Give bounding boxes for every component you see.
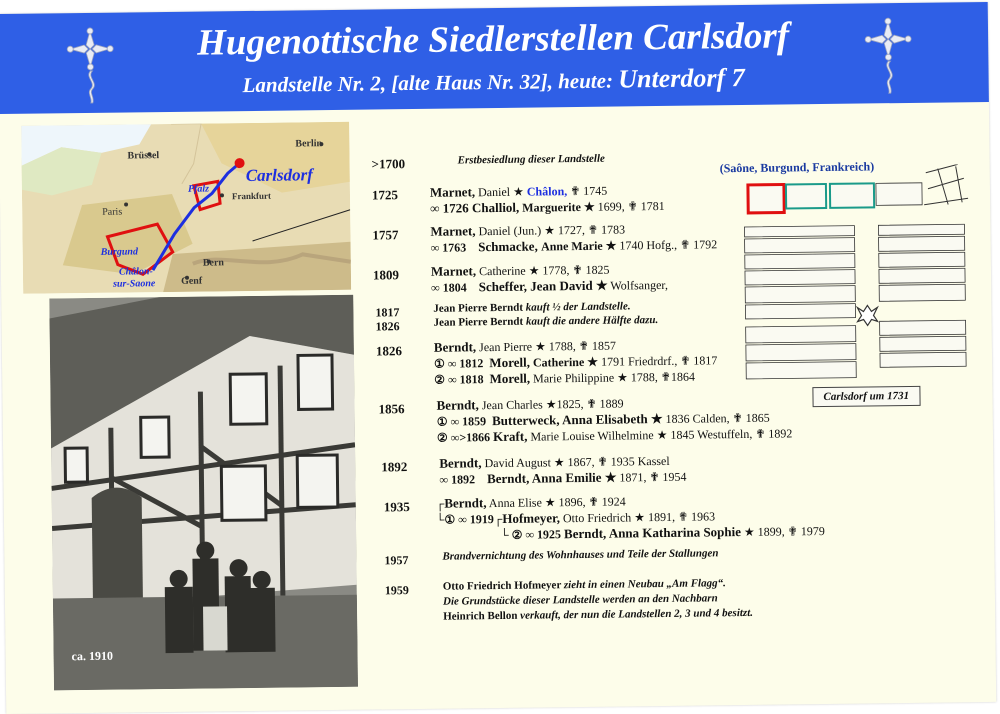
- year-1809: 1809: [372, 267, 400, 283]
- entry-1959-line-1: Otto Friedrich Hofmeyer zieht in einen Neubau „Am Flagg“.: [442, 577, 726, 593]
- map-label-sur-saone: sur-Saone: [113, 278, 156, 290]
- year-1757: 1757: [372, 227, 399, 243]
- map-label-berlin: Berlin: [295, 138, 323, 150]
- map-label-chalon: Châlon-: [118, 266, 153, 278]
- map-label-carlsdorf: Carlsdorf: [245, 165, 313, 186]
- entry-1957: Brandvernichtung des Wohnhauses und Teile der Stallungen: [442, 547, 719, 563]
- poster-card: [0, 2, 996, 714]
- year-1817: 1817: [375, 305, 400, 320]
- page-subtitle: [0, 60, 989, 102]
- entry-1725-owner: Marnet, Daniel ★ Châlon, ✟ 1745: [429, 183, 608, 200]
- entry-1817: Jean Pierre Berndt kauft ½ der Landstelle.: [433, 300, 631, 315]
- entry-1935-spouse-2: └ ② ∞ 1925 Berndt, Anna Katharina Sophie ★ 1899, ✟ 1979: [500, 524, 825, 542]
- entry-1826-owner: Berndt, Jean Pierre ★ 1788, ✟ 1857: [433, 338, 616, 355]
- entry-1725-spouse: ∞ 1726 Challiol, Marguerite ★ 1699, ✟ 1781: [430, 198, 665, 216]
- entry-1856-spouse-2: ② ∞>1866 Kraft, Marie Louise Wilhelmine ★ 1845 Westuffeln, ✟ 1892: [436, 426, 793, 445]
- entry-1959-line-3: Heinrich Bellon verkauft, der nun die Landstellen 2, 3 und 4 besitzt.: [443, 606, 754, 623]
- year-1700: >1700: [371, 156, 406, 172]
- map-label-paris: Paris: [102, 206, 123, 218]
- map-label-burgund: Burgund: [100, 246, 138, 258]
- entry-1856-spouse-1: ① ∞ 1859 Butterweck, Anna Elisabeth ★ 1836 Calden, ✟ 1865: [436, 410, 770, 429]
- entry-1856-owner: Berndt, Jean Charles ★1825, ✟ 1889: [436, 396, 624, 413]
- year-1892: 1892: [381, 459, 408, 475]
- entry-1826-spouse-2: ② ∞ 1818 Morell, Marie Philippine ★ 1788, ✟1864: [434, 369, 696, 387]
- year-1725: 1725: [371, 187, 399, 203]
- year-1856: 1856: [378, 401, 405, 417]
- entry-1809-owner: Marnet, Catherine ★ 1778, ✟ 1825: [430, 262, 610, 279]
- map-label-genf: Genf: [180, 275, 203, 287]
- page-title: Hugenottische Siedlerstellen Carlsdorf: [196, 15, 790, 64]
- entry-1809-spouse: ∞ 1804 Scheffer, Jean David ★ Wolfsanger,: [431, 277, 668, 295]
- map-label-bern: Bern: [202, 257, 224, 269]
- entry-1826-sale: Jean Pierre Berndt kauft die andere Hälfte dazu.: [433, 314, 659, 329]
- year-1826: 1826: [375, 343, 402, 359]
- year-1935: 1935: [383, 499, 410, 515]
- map-label-bruessel: Brüssel: [127, 150, 160, 162]
- year-1957: 1957: [384, 553, 409, 568]
- cross-icon: [857, 305, 877, 325]
- entry-1700: Erstbesiedlung dieser Landstelle: [457, 152, 605, 167]
- entry-1757-owner: Marnet, Daniel (Jun.) ★ 1727, ✟ 1783: [430, 222, 626, 239]
- plan-header: (Saône, Burgund, Frankreich): [719, 159, 875, 176]
- map-label-pfalz: Pfalz: [187, 183, 210, 195]
- photo-caption: ca. 1910: [71, 648, 114, 664]
- subtitle-prefix: Landstelle Nr. 2, [alte Haus Nr. 32], heute:: [242, 68, 619, 98]
- year-1826-sale: 1826: [375, 319, 400, 334]
- year-1959: 1959: [384, 583, 409, 598]
- entry-1892-spouse: ∞ 1892 Berndt, Anna Emilie ★ 1871, ✟ 1954: [439, 469, 687, 487]
- entry-1892-owner: Berndt, David August ★ 1867, ✟ 1935 Kassel: [439, 453, 670, 471]
- entry-1959-line-2: Die Grundstücke dieser Landstelle werden an den Nachbarn: [442, 592, 718, 608]
- entry-1757-spouse: ∞ 1763 Schmacke, Anne Marie ★ 1740 Hofg., ✟ 1792: [430, 237, 718, 255]
- entry-1826-spouse-1: ① ∞ 1812 Morell, Catherine ★ 1791 Friedrdrf., ✟ 1817: [433, 353, 718, 371]
- plan-caption: Carlsdorf um 1731: [812, 386, 920, 407]
- map-label-frankfurt: Frankfurt: [231, 190, 272, 202]
- house-photo: [49, 295, 358, 691]
- title-banner: [0, 2, 989, 114]
- europe-map: [21, 122, 351, 294]
- subtitle-address: Unterdorf 7: [618, 62, 745, 94]
- village-plan: [738, 164, 973, 407]
- entry-1935-spouse-1: └① ∞ 1919┌Hofmeyer, Otto Friedrich ★ 1891, ✟ 1963: [435, 509, 716, 527]
- entry-1935-owner: ┌Berndt, Anna Elise ★ 1896, ✟ 1924: [435, 494, 626, 511]
